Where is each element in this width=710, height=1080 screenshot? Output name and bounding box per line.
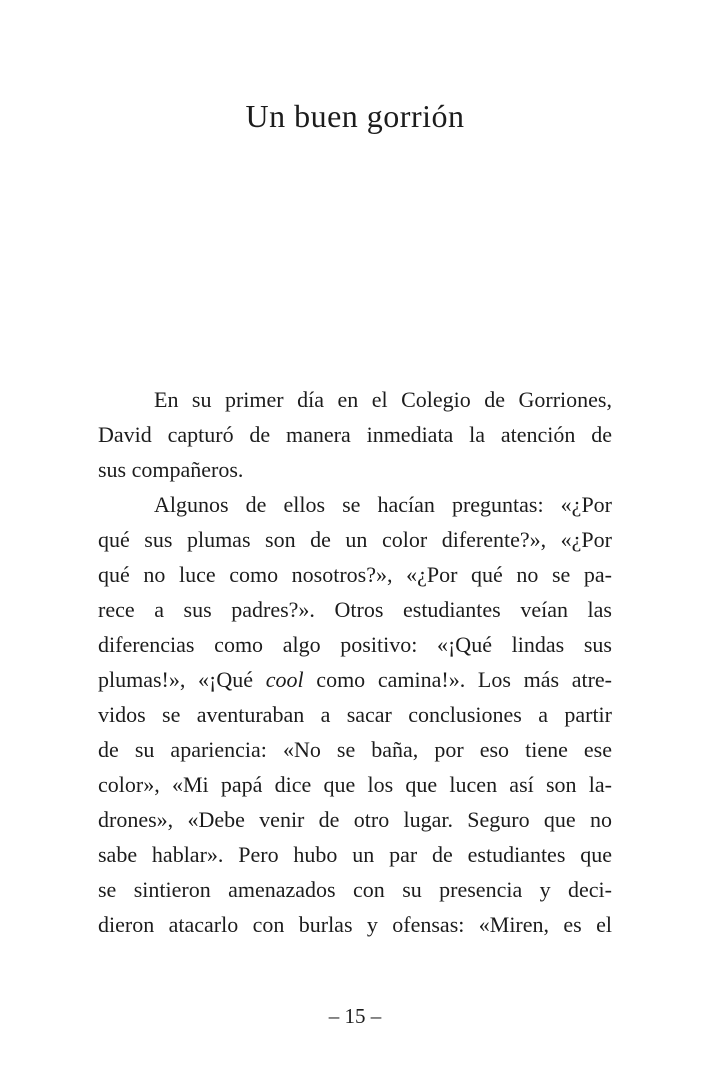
text-segment: como camina!». Los más atre- xyxy=(303,667,612,692)
text-line: David capturó de manera inmediata la atención de xyxy=(98,422,612,447)
text-line-with-italic xyxy=(98,662,612,697)
text-segment: plumas!», «¡Qué xyxy=(98,667,266,692)
text-line: color», «Mi papá dice que los que lucen así son la- xyxy=(98,772,612,797)
text-line: diferencias como algo positivo: «¡Qué lindas sus xyxy=(98,632,612,657)
text-line: qué no luce como nosotros?», «¿Por qué no se pa- xyxy=(98,562,612,587)
body-text xyxy=(98,382,612,942)
text-line: de su apariencia: «No se baña, por eso tiene ese xyxy=(98,737,612,762)
text-line: rece a sus padres?». Otros estudiantes veían las xyxy=(98,597,612,622)
text-line: se sintieron amenazados con su presencia y deci- xyxy=(98,877,612,902)
text-line: vidos se aventuraban a sacar conclusiones a partir xyxy=(98,702,612,727)
chapter-title: Un buen gorrión xyxy=(245,98,465,134)
text-line: Algunos de ellos se hacían preguntas: «¿Por xyxy=(154,492,612,517)
text-line: dieron atacarlo con burlas y ofensas: «Miren, es el xyxy=(98,912,612,937)
text-line: qué sus plumas son de un color diferente?», «¿Por xyxy=(98,527,612,552)
text-line: En su primer día en el Colegio de Gorriones, xyxy=(154,387,612,412)
italic-word: cool xyxy=(265,667,304,692)
text-line: sus compañeros. xyxy=(98,457,244,482)
text-line: drones», «Debe venir de otro lugar. Seguro que no xyxy=(98,807,612,832)
text-line: sabe hablar». Pero hubo un par de estudiantes que xyxy=(98,842,612,867)
page-number: – 15 – xyxy=(328,1004,382,1028)
